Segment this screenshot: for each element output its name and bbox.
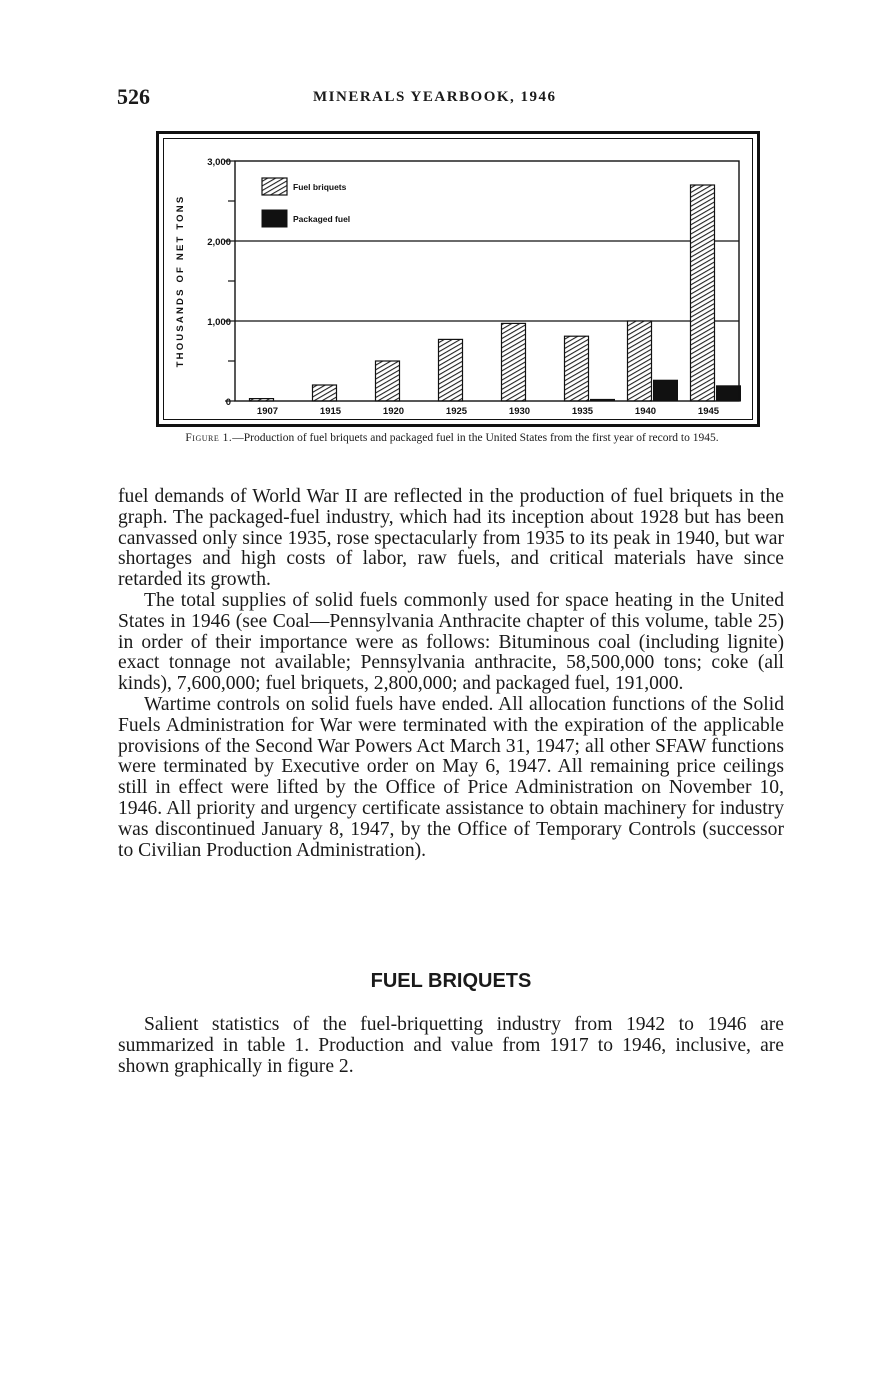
- gridlines: [235, 241, 739, 321]
- bar-packaged-fuel: [717, 386, 741, 401]
- bar-fuel-briquets: [376, 361, 400, 401]
- bar-fuel-briquets: [313, 385, 337, 401]
- bar-fuel-briquets: [439, 339, 463, 401]
- x-tick-label: 1920: [382, 406, 405, 417]
- section-paragraph: Salient statistics of the fuel-briquetting industry from 1942 to 1946 are summarized in table 1. Production and value from 1917 to 1946, inclusive, are shown graphically in figure 2.: [118, 1014, 784, 1077]
- x-tick-label: 1935: [571, 406, 594, 417]
- x-tick-label: 1945: [697, 406, 720, 417]
- figure-caption-label: Figure 1.: [185, 432, 233, 444]
- legend-label-fuel-briquets: Fuel briquets: [293, 182, 347, 192]
- section-heading: FUEL BRIQUETS: [370, 970, 532, 992]
- body-paragraph-3: Wartime controls on solid fuels have ended. All allocation functions of the Solid Fuels Administration for War were terminated with the expiration of the applicable provisions of the Second War Powers Act March 31, 1947; all other SFAW functions were terminated by Executive order on May 6, 1947. All remaining price ceilings still in effect were lifted by the Office of Price Administration on November 10, 1946. All priority and urgency certificate assistance to obtain machinery for industry was discontinued January 8, 1947, by the Office of Temporary Controls (successor to Civilian Production Administration).: [118, 693, 784, 861]
- legend-label-packaged-fuel: Packaged fuel: [293, 214, 351, 224]
- bar-fuel-briquets: [691, 185, 715, 401]
- x-tick-label: 1925: [445, 406, 468, 417]
- figure-1: [156, 131, 760, 427]
- y-tick-label: 1,000: [207, 317, 231, 328]
- bar-fuel-briquets: [628, 321, 652, 401]
- running-header: [117, 84, 593, 114]
- y-tick-label: 0: [225, 397, 231, 408]
- figure-caption: [118, 432, 786, 445]
- chart-legend: [262, 178, 350, 227]
- y-axis-label: THOUSANDS OF NET TONS: [175, 194, 186, 368]
- y-tick-label: 2,000: [207, 237, 231, 248]
- x-tick-label: 1907: [256, 406, 279, 417]
- running-title: MINERALS YEARBOOK, 1946: [313, 89, 557, 105]
- legend-swatch-fuel-briquets: [262, 178, 287, 195]
- x-tick-label: 1940: [634, 406, 657, 417]
- page-number: 526: [117, 84, 150, 109]
- figure-caption-text: —Production of fuel briquets and packaged fuel in the United States from the first year of record to 1945.: [232, 432, 719, 444]
- legend-swatch-packaged-fuel: [262, 210, 287, 227]
- body-paragraph-1: fuel demands of World War II are reflected in the production of fuel briquets in the graph. The packaged-fuel industry, which had its inception about 1928 but has been canvassed only since 1935, rose spectacularly from 1935 to its peak in 1940, but war shortages and high costs of labor, raw fuels, and critical materials have since retarded its growth.: [118, 486, 784, 591]
- bar-fuel-briquets: [502, 323, 526, 401]
- y-tick-label: 3,000: [207, 157, 231, 168]
- body-text: [118, 487, 784, 861]
- x-tick-label: 1930: [508, 406, 531, 417]
- x-tick-label: 1915: [319, 406, 342, 417]
- bar-packaged-fuel: [654, 380, 678, 401]
- bar-fuel-briquets: [565, 336, 589, 401]
- section-body: [118, 1015, 784, 1077]
- body-paragraph-2: The total supplies of solid fuels commonly used for space heating in the United States in 1946 (see Coal—Pennsylvania Anthracite chapter of this volume, table 25) in order of their importance were as follows: Bituminous coal (including lignite) exact tonnage not available; Pennsylvania anthracite, 58,500,000 tons; coke (all kinds), 7,600,000; fuel briquets, 2,800,000; and packaged fuel, 191,000.: [118, 589, 784, 695]
- plot-frame: [235, 161, 739, 401]
- production-bar-chart: [159, 134, 763, 430]
